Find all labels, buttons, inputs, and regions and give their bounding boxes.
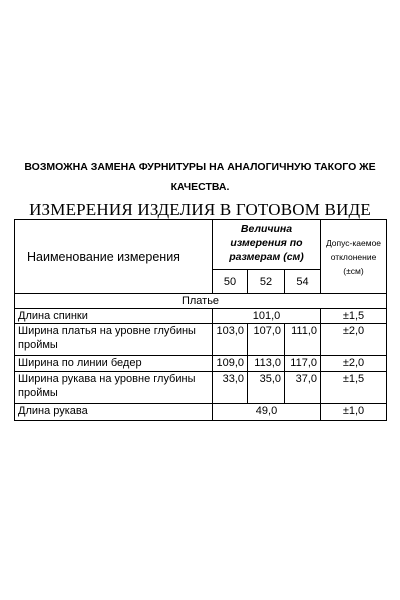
- row-tolerance: ±2,0: [321, 356, 387, 372]
- row-value-54: 111,0: [285, 324, 321, 356]
- table-row: [15, 309, 387, 324]
- table-row: [15, 324, 387, 356]
- header-measurement-name: Наименование измерения: [15, 220, 213, 294]
- section-label: Платье: [15, 294, 387, 309]
- table-row: [15, 372, 387, 404]
- row-value-52: 107,0: [248, 324, 285, 356]
- table-row: [15, 404, 387, 421]
- row-name: Длина рукава: [15, 404, 213, 421]
- table-row: [15, 356, 387, 372]
- fittings-notice: [0, 157, 400, 197]
- row-name: Ширина рукава на уровне глубины проймы: [15, 372, 213, 404]
- table-header-row: [15, 220, 387, 270]
- size-54: 54: [285, 270, 321, 294]
- row-tolerance: ±1,5: [321, 372, 387, 404]
- size-52: 52: [248, 270, 285, 294]
- row-name: Длина спинки: [15, 309, 213, 324]
- row-value-54: 37,0: [285, 372, 321, 404]
- size-50: 50: [213, 270, 248, 294]
- row-common-value: 101,0: [213, 309, 321, 324]
- header-deviation: Допус-каемое отклонение (±см): [321, 220, 387, 294]
- measurements-table: [14, 219, 387, 421]
- row-common-value: 49,0: [213, 404, 321, 421]
- row-value-50: 33,0: [213, 372, 248, 404]
- row-name: Ширина по линии бедер: [15, 356, 213, 372]
- row-value-52: 35,0: [248, 372, 285, 404]
- row-tolerance: ±1,5: [321, 309, 387, 324]
- row-tolerance: ±1,0: [321, 404, 387, 421]
- row-value-54: 117,0: [285, 356, 321, 372]
- row-name: Ширина платья на уровне глубины проймы: [15, 324, 213, 356]
- notice-line-1: ВОЗМОЖНА ЗАМЕНА ФУРНИТУРЫ НА АНАЛОГИЧНУЮ ТАКОГО ЖЕ: [24, 161, 376, 173]
- section-row: [15, 294, 387, 309]
- row-value-50: 103,0: [213, 324, 248, 356]
- notice-line-2: КАЧЕСТВА.: [170, 181, 230, 193]
- row-tolerance: ±2,0: [321, 324, 387, 356]
- row-value-52: 113,0: [248, 356, 285, 372]
- header-measurement-value: Величина измерения по размерам (см): [213, 220, 321, 270]
- row-value-50: 109,0: [213, 356, 248, 372]
- page-title: ИЗМЕРЕНИЯ ИЗДЕЛИЯ В ГОТОВОМ ВИДЕ: [29, 200, 371, 219]
